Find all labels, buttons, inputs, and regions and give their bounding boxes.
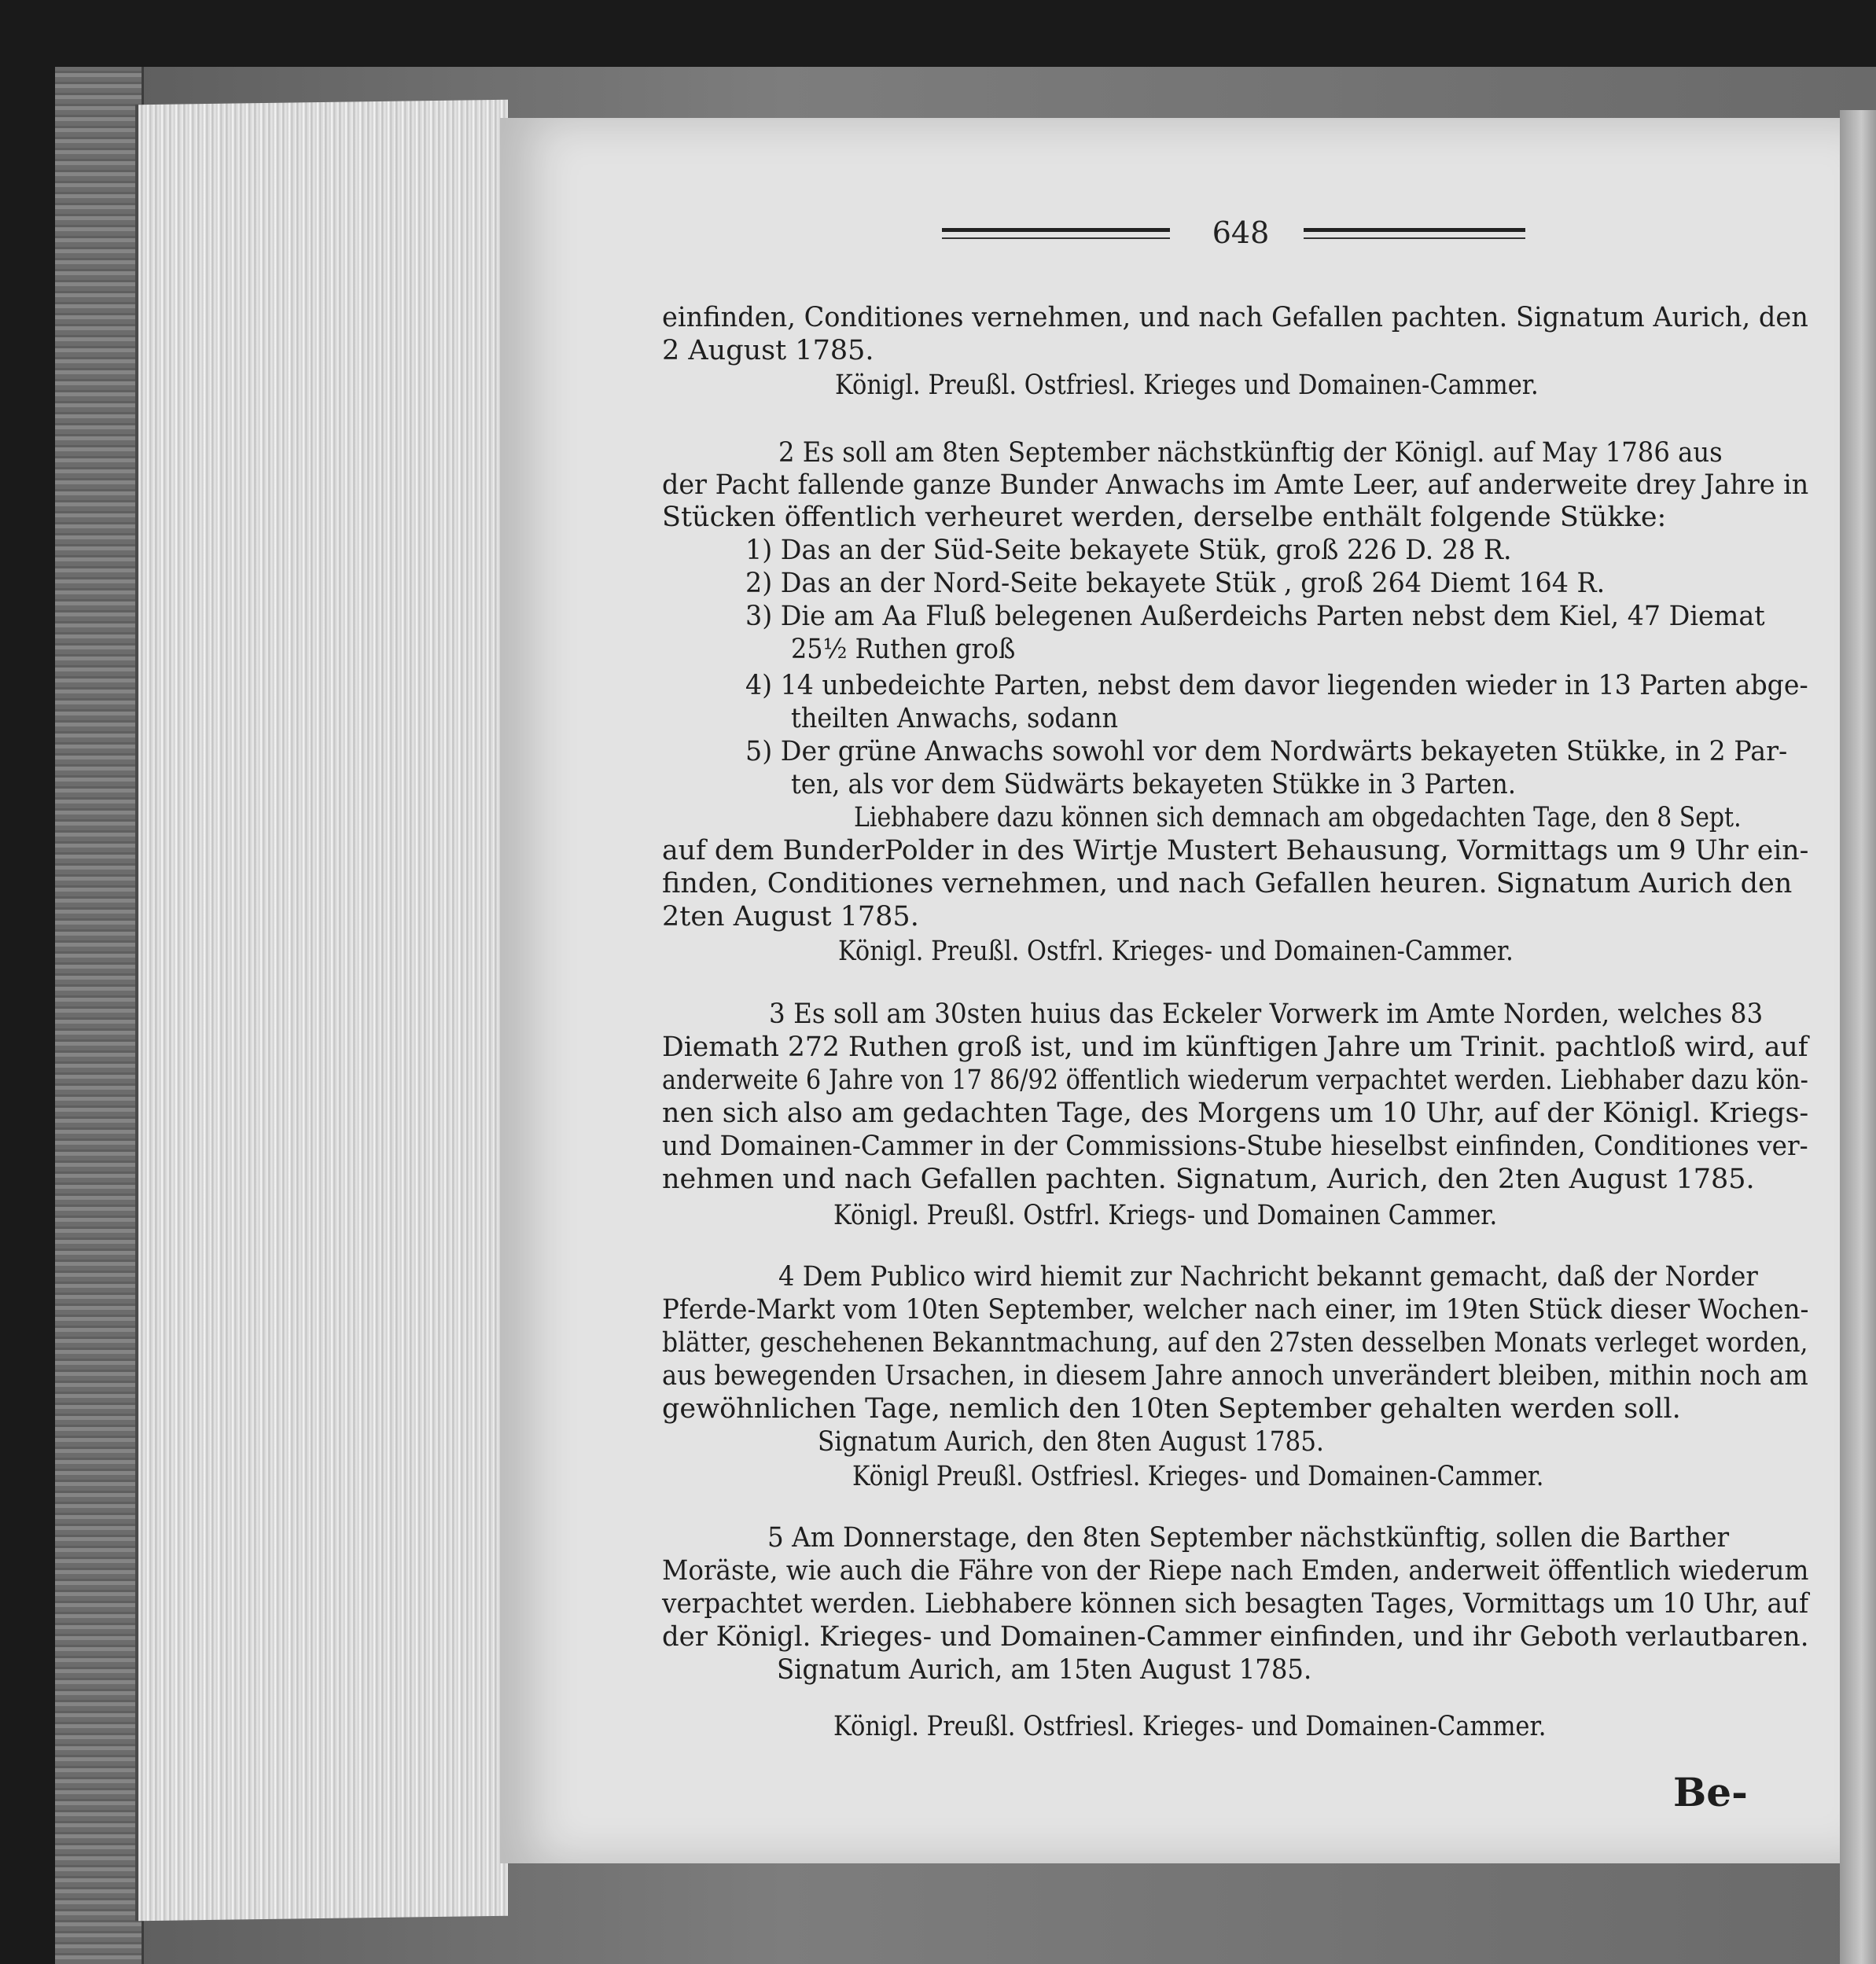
- text-line: Liebhabere dazu können sich demnach am obgedachten Tage, den 8 Sept.: [854, 802, 1742, 833]
- list-item-continuation: ten, als vor dem Südwärts bekayeten Stükke in 3 Parten.: [791, 769, 1516, 800]
- text-line: nen sich also am gedachten Tage, des Morgens um 10 Uhr, auf der Königl. Kriegs-: [662, 1098, 1809, 1129]
- signature-line: Königl Preußl. Ostfriesl. Krieges- und Domainen-Cammer.: [852, 1461, 1544, 1492]
- header-rule-right: [1304, 228, 1525, 232]
- list-item: 2) Das an der Nord-Seite bekayete Stük , groß 264 Diemt 164 R.: [745, 568, 1606, 599]
- text-line: 2 August 1785.: [662, 335, 874, 366]
- text-line: 2ten August 1785.: [662, 901, 919, 932]
- header-rule-left-thin: [942, 237, 1170, 239]
- text-line: Pferde-Markt vom 10ten September, welcher nach einer, im 19ten Stück dieser Wochen-: [662, 1294, 1809, 1326]
- text-line: Moräste, wie auch die Fähre von der Riepe nach Emden, anderweit öffentlich wiederum: [662, 1555, 1809, 1587]
- page-number: 648: [1212, 215, 1270, 250]
- list-item-continuation: theilten Anwachs, sodann: [791, 703, 1119, 734]
- text-line: gewöhnlichen Tage, nemlich den 10ten September gehalten werden soll.: [662, 1393, 1681, 1425]
- page-stack: [135, 100, 508, 1922]
- signature-line: Königl. Preußl. Ostfriesl. Krieges- und Domainen-Cammer.: [833, 1711, 1547, 1742]
- text-line: 2 Es soll am 8ten September nächstkünftig der Königl. auf May 1786 aus: [778, 437, 1723, 469]
- list-item-continuation: 25½ Ruthen groß: [791, 634, 1016, 665]
- signature-line: Königl. Preußl. Ostfrl. Krieges- und Domainen-Cammer.: [838, 936, 1514, 967]
- list-item: 4) 14 unbedeichte Parten, nebst dem davor liegenden wieder in 13 Parten abge-: [745, 670, 1808, 701]
- text-line: finden, Conditiones vernehmen, und nach Gefallen heuren. Signatum Aurich den: [662, 868, 1793, 899]
- signature-line: Königl. Preußl. Ostfriesl. Krieges und Domainen-Cammer.: [835, 370, 1539, 401]
- text-line: einfinden, Conditiones vernehmen, und nach Gefallen pachten. Signatum Aurich, den: [662, 302, 1808, 333]
- date-line: Signatum Aurich, am 15ten August 1785.: [777, 1654, 1312, 1686]
- list-item: 5) Der grüne Anwachs sowohl vor dem Nordwärts bekayeten Stükke, in 2 Par-: [745, 736, 1788, 767]
- text-line: der Pacht fallende ganze Bunder Anwachs im Amte Leer, auf anderweite drey Jahre in: [662, 469, 1809, 501]
- text-line: der Königl. Krieges- und Domainen-Cammer einfinden, und ihr Geboth verlautbaren.: [662, 1621, 1809, 1653]
- date-line: Signatum Aurich, den 8ten August 1785.: [818, 1426, 1324, 1458]
- header-rule-right-thin: [1304, 237, 1525, 239]
- text-line: Diemath 272 Ruthen groß ist, und im künftigen Jahre um Trinit. pachtloß wird, auf: [662, 1032, 1808, 1063]
- text-line: 3 Es soll am 30sten huius das Eckeler Vorwerk im Amte Norden, welches 83: [769, 999, 1764, 1030]
- text-line: nehmen und nach Gefallen pachten. Signatum, Aurich, den 2ten August 1785.: [662, 1164, 1755, 1195]
- signature-line: Königl. Preußl. Ostfrl. Kriegs- und Domainen Cammer.: [833, 1200, 1498, 1231]
- text-line: und Domainen-Cammer in der Commissions-Stube hieselbst einfinden, Conditiones ver-: [662, 1131, 1808, 1162]
- text-line: auf dem BunderPolder in des Wirtje Mustert Behausung, Vormittags um 9 Uhr ein-: [662, 835, 1809, 866]
- text-line: Stücken öffentlich verheuret werden, derselbe enthält folgende Stükke:: [662, 502, 1667, 533]
- list-item: 1) Das an der Süd-Seite bekayete Stük, groß 226 D. 28 R.: [745, 535, 1512, 566]
- list-item: 3) Die am Aa Fluß belegenen Außerdeichs Parten nebst dem Kiel, 47 Diemat: [745, 601, 1765, 632]
- catchword: Be-: [1673, 1769, 1748, 1815]
- text-line: blätter, geschehenen Bekanntmachung, auf den 27sten desselben Monats verleget worden,: [662, 1327, 1808, 1359]
- text-line: verpachtet werden. Liebhabere können sich besagten Tages, Vormittags um 10 Uhr, auf: [662, 1588, 1809, 1620]
- page-header: [942, 215, 1524, 258]
- text-line: aus bewegenden Ursachen, in diesem Jahre annoch unverändert bleiben, mithin noch am: [662, 1360, 1808, 1392]
- header-rule-left: [942, 228, 1170, 232]
- book-spine-edge: [55, 67, 144, 1964]
- text-line: anderweite 6 Jahre von 17 86/92 öffentlich wiederum verpachtet werden. Liebhaber dazu kön-: [662, 1065, 1808, 1096]
- text-line: 4 Dem Publico wird hiemit zur Nachricht bekannt gemacht, daß der Norder: [778, 1261, 1758, 1293]
- text-line: 5 Am Donnerstage, den 8ten September nächstkünftig, sollen die Barther: [767, 1522, 1730, 1554]
- facing-page-edge: [1840, 110, 1876, 1964]
